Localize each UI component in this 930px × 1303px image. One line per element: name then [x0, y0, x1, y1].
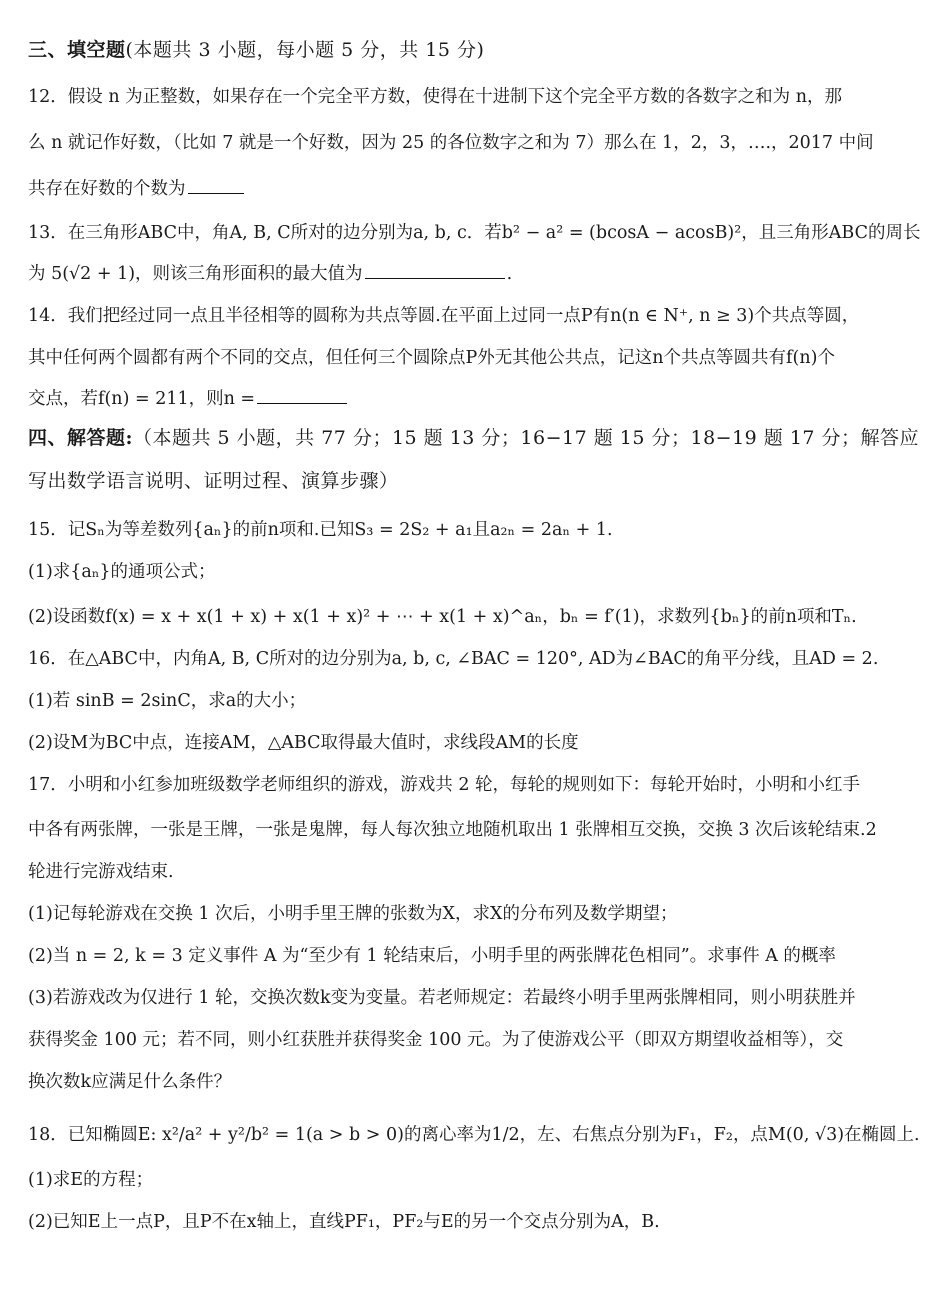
q17-part-3-line-2: 获得奖金 100 元；若不同，则小红获胜并获得奖金 100 元。为了使游戏公平（即双方期望收益相等），交: [28, 1030, 844, 1050]
q18-part-2: (2)已知E上一点P，且P不在x轴上，直线PF₁，PF₂与E的另一个交点分别为A，B.: [28, 1212, 660, 1232]
q15-stem: 15．记Sₙ为等差数列{aₙ}的前n项和.已知S₃ = 2S₂ + a₁且a₂ₙ = 2aₙ + 1.: [28, 520, 613, 540]
q12-line-2: 么 n 就记作好数，（比如 7 就是一个好数，因为 25 的各位数字之和为 7）那么在 1，2，3，….，2017 中间: [28, 133, 874, 153]
q15-part-1: (1)求{aₙ}的通项公式；: [28, 562, 216, 582]
section-three-heading: [28, 36, 910, 64]
q17-part-2: (2)当 n = 2, k = 3 定义事件 A 为“至少有 1 轮结束后，小明手里的两张牌花色相同”。求事件 A 的概率: [28, 946, 836, 966]
section-four-title: 四、解答题:: [28, 427, 134, 449]
section-three-title: 三、填空题: [28, 39, 126, 61]
q14-line-3: [28, 385, 910, 413]
q17-line-2: 中各有两张牌，一张是王牌，一张是鬼牌，每人每次独立地随机取出 1 张牌相互交换，交换 3 次后该轮结束.2: [28, 820, 877, 840]
q17-part-1: (1)记每轮游戏在交换 1 次后，小明手里王牌的张数为X，求X的分布列及数学期望；: [28, 904, 678, 924]
q18-stem: 18．已知椭圆E: x²/a² + y²/b² = 1(a > b > 0)的离心率为1/2，左、右焦点分别为F₁，F₂，点M(0, √3)在椭圆上.: [28, 1125, 920, 1145]
section-four-note: （本题共 5 小题，共 77 分；15 题 13 分；16−17 题 15 分；18−19 题 17 分；解答应: [133, 427, 920, 449]
q14-text: 交点，若f(n) = 211，则n =: [28, 389, 256, 409]
q18-part-1: (1)求E的方程；: [28, 1170, 154, 1190]
q17-part-3-line-1: (3)若游戏改为仅进行 1 轮，交换次数k变为变量。若老师规定：若最终小明手里两张牌相同，则小明获胜并: [28, 988, 856, 1008]
q12-line-3: [28, 175, 910, 203]
q16-part-1: (1)若 sinB = 2sinC，求a的大小；: [28, 691, 307, 711]
section-three-note: (本题共 3 小题，每小题 5 分，共 15 分): [125, 39, 485, 61]
q14-answer-blank[interactable]: [257, 385, 347, 404]
q13-answer-blank[interactable]: [365, 260, 505, 279]
section-four-heading-cont: 写出数学语言说明、证明过程、演算步骤）: [28, 470, 399, 492]
q13-period: .: [506, 264, 513, 284]
q12-text: 共存在好数的个数为: [28, 179, 186, 199]
q17-line-3: 轮进行完游戏结束.: [28, 862, 174, 882]
q13-line-2: [28, 260, 910, 288]
q13-text: 为 5(√2 + 1)，则该三角形面积的最大值为: [28, 264, 363, 284]
q14-line-2: 其中任何两个圆都有两个不同的交点，但任何三个圆除点P外无其他公共点，记这n个共点等圆共有f(n)个: [28, 348, 835, 368]
section-four-heading: [28, 424, 920, 452]
q16-part-2: (2)设M为BC中点，连接AM，△ABC取得最大值时，求线段AM的长度: [28, 733, 579, 753]
q15-part-2: (2)设函数f(x) = x + x(1 + x) + x(1 + x)² + ⋯ + x(1 + x)^aₙ，bₙ = f′(1)，求数列{bₙ}的前n项和Tₙ.: [28, 607, 857, 627]
q14-line-1: 14．我们把经过同一点且半径相等的圆称为共点等圆.在平面上过同一点P有n(n ∈ N⁺, n ≥ 3)个共点等圆，: [28, 306, 860, 326]
q17-line-1: 17．小明和小红参加班级数学老师组织的游戏，游戏共 2 轮，每轮的规则如下：每轮开始时，小明和小红手: [28, 775, 861, 795]
q12-line-1: 12．假设 n 为正整数，如果存在一个完全平方数，使得在十进制下这个完全平方数的各数字之和为 n，那: [28, 87, 842, 107]
q16-stem: 16．在△ABC中，内角A, B, C所对的边分别为a, b, c, ∠BAC = 120°, AD为∠BAC的角平分线，且AD = 2.: [28, 649, 879, 669]
q17-part-3-line-3: 换次数k应满足什么条件？: [28, 1072, 232, 1092]
q12-answer-blank[interactable]: [188, 175, 244, 194]
q13-line-1: 13．在三角形ABC中，角A, B, C所对的边分别为a, b, c．若b² − a² = (bcosA − acosB)²，且三角形ABC的周长: [28, 223, 921, 243]
